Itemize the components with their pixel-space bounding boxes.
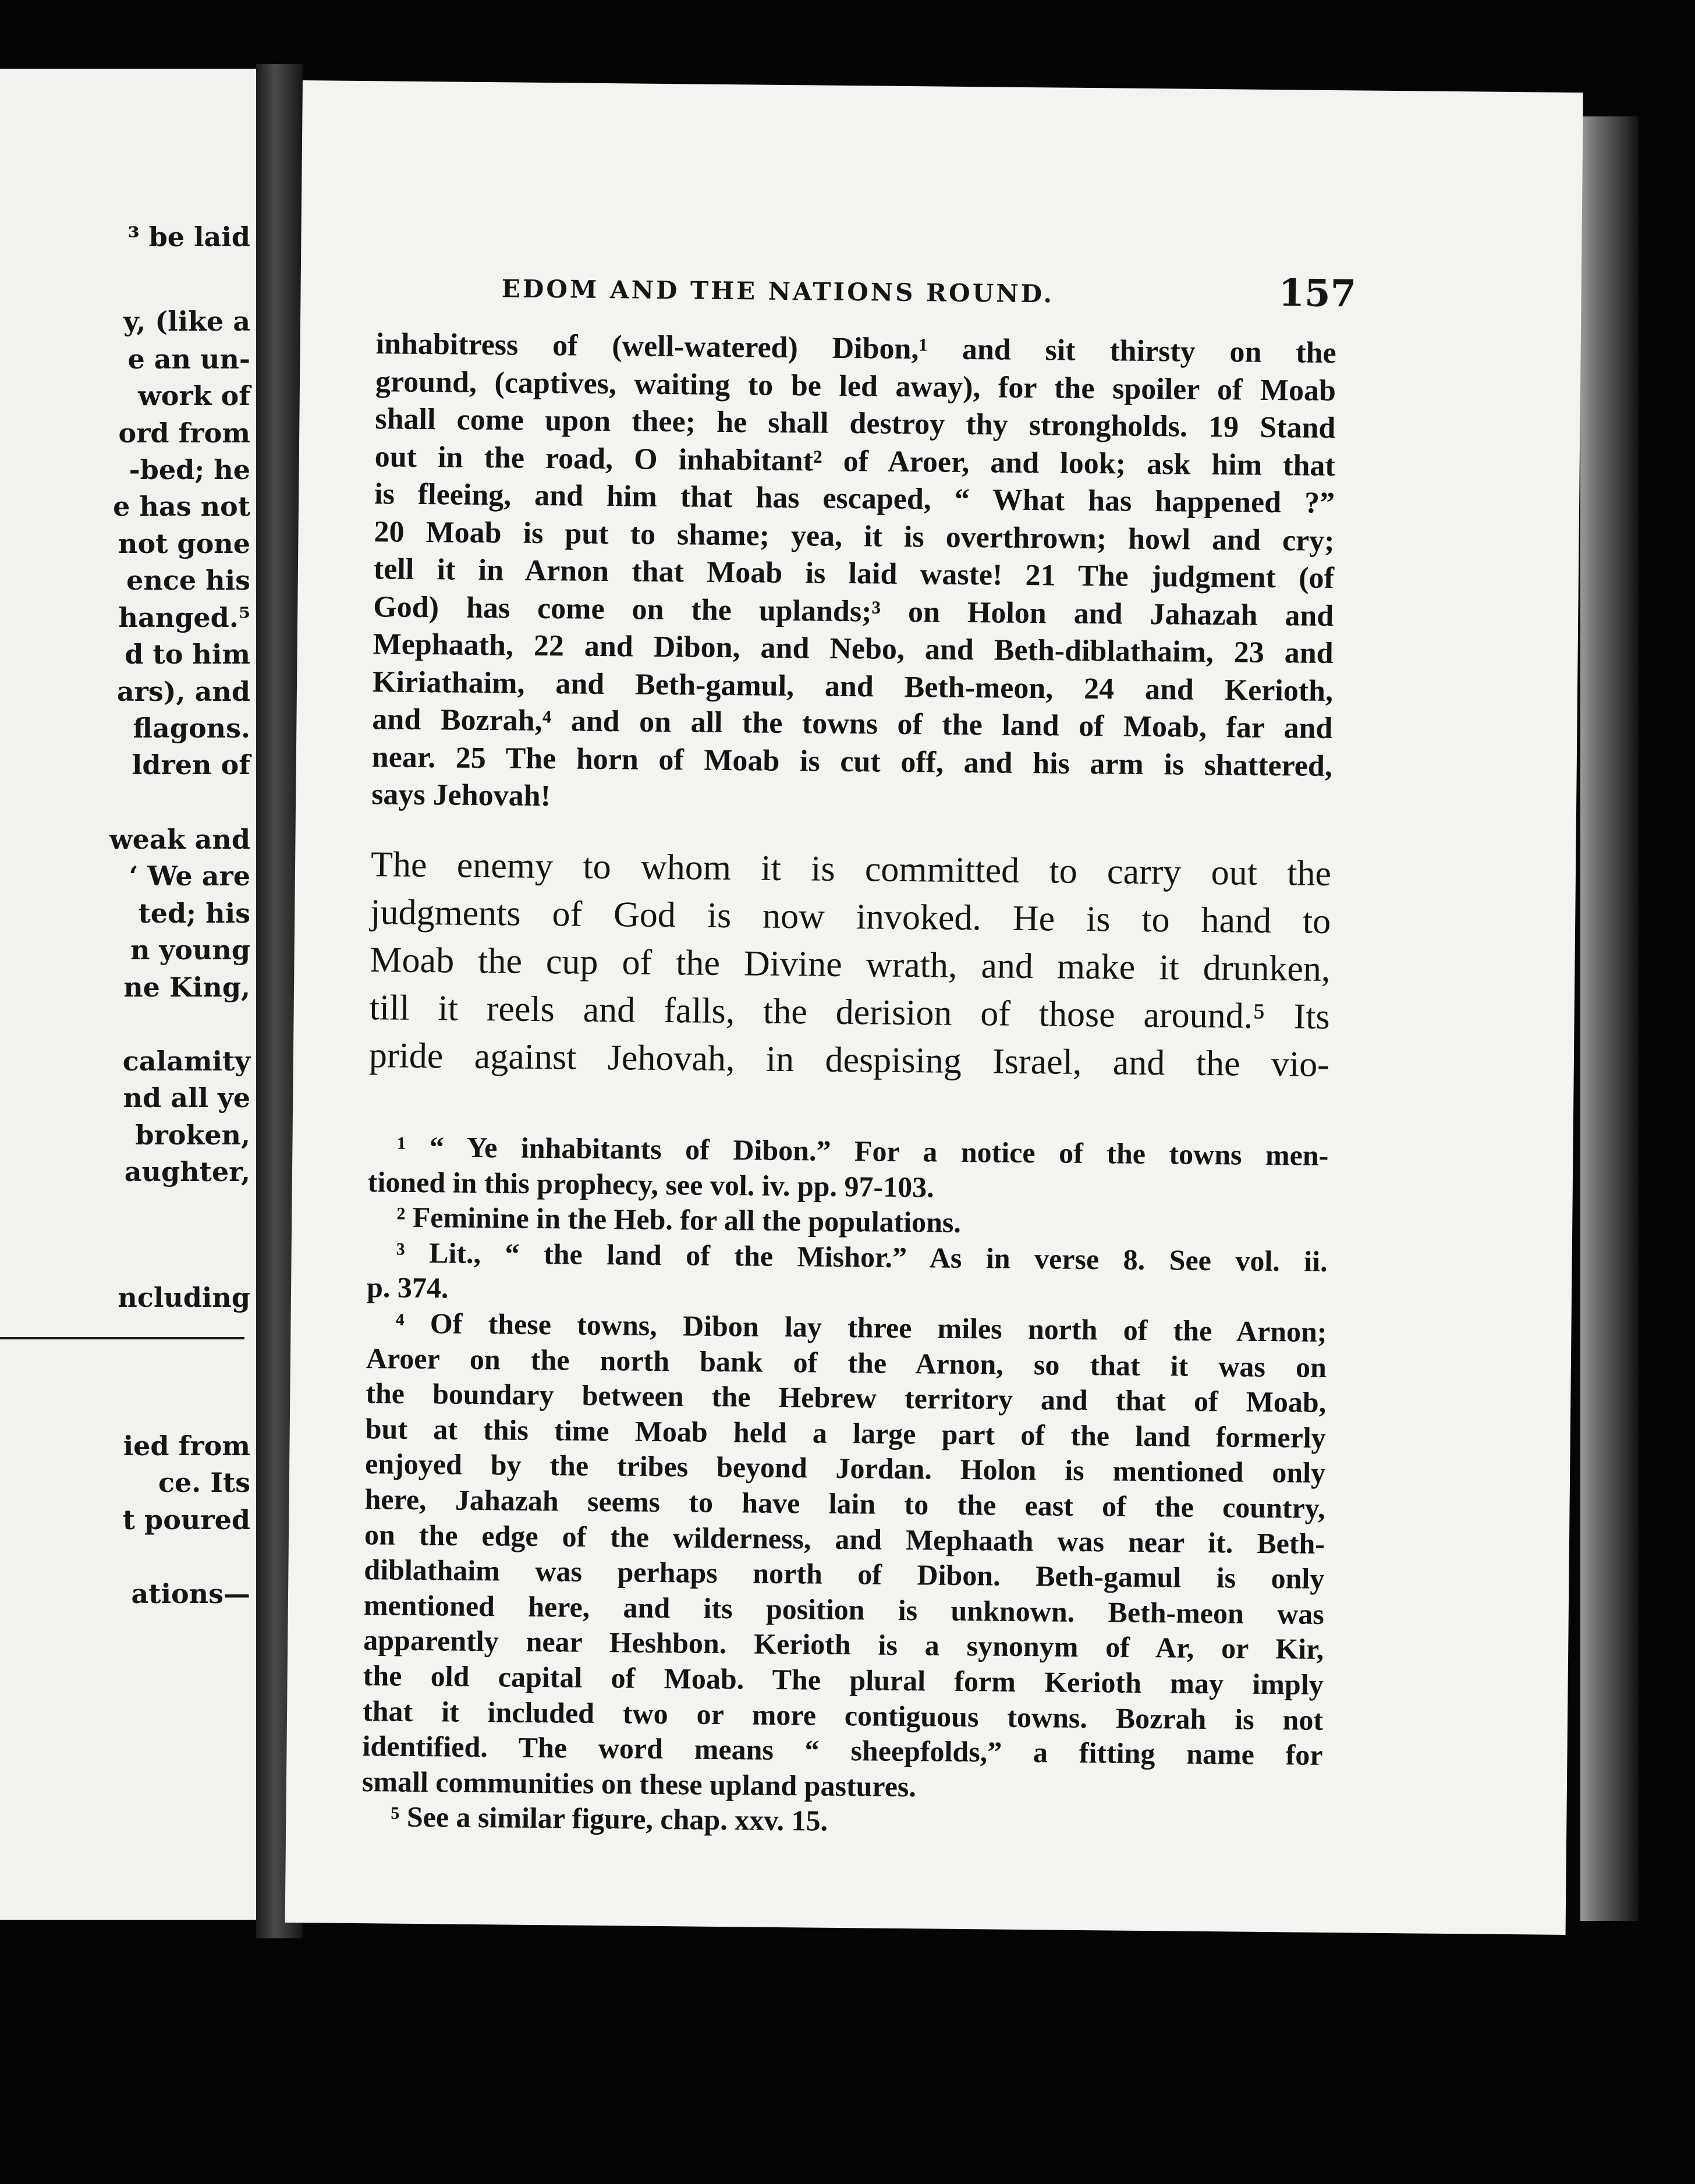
fn-line-line: p. 374. (366, 1271, 449, 1304)
left-page-line: ncluding (118, 1282, 250, 1313)
verse-line: shall come upon thee; he shall destroy thy strongholds. 19 Stand (375, 402, 1336, 445)
left-page-line: ted; his (138, 898, 250, 929)
left-page-line: ldren of (132, 749, 250, 781)
fn-line-line: identified. The word means “ sheepfolds,” a fitting name for (362, 1729, 1323, 1772)
fn-line-line: ⁴ Of these towns, Dibon lay three miles north of the Arnon; (395, 1306, 1327, 1348)
left-page-line: ars), and (116, 676, 250, 707)
footnotes (361, 1129, 1329, 1843)
fn-line-line: mentioned here, and its position is unknown. Beth-meon was (363, 1588, 1325, 1630)
fn-line-line: the old capital of Moab. The plural form Kerioth may imply (363, 1659, 1324, 1701)
fn-line-line: small communities on these upland pastures. (361, 1764, 917, 1803)
fn-line-line: that it included two or more contiguous towns. Bozrah is not (362, 1694, 1324, 1736)
left-page-footnote-rule (0, 1337, 244, 1339)
verse-line: and Bozrah,⁴ and on all the towns of the land of Moab, far and (372, 703, 1333, 746)
verse-line: is fleeing, and him that has escaped, “ What has happened ?” (374, 477, 1335, 520)
left-page-line: ence his (126, 565, 250, 596)
left-page-line: weak and (109, 824, 250, 855)
fn-line-line: ² Feminine in the Heb. for all the populations. (396, 1200, 962, 1239)
left-page-line: ‘ We are (129, 860, 250, 892)
page-stack-edge (1580, 116, 1639, 1921)
left-page-line: t poured (122, 1504, 250, 1536)
running-head: EDOM AND THE NATIONS ROUND. (501, 274, 1055, 309)
page-number: 157 (1278, 271, 1357, 316)
fn-line-line: but at this time Moab held a large part of the land formerly (365, 1412, 1326, 1454)
left-page-line: not gone (118, 528, 250, 559)
left-page-line: e has not (113, 491, 250, 522)
left-page-line: y, (like a (123, 306, 250, 337)
left-page-line: broken, (135, 1119, 250, 1151)
fn-line-line: here, Jahazah seems to have lain to the east of the country, (364, 1483, 1325, 1524)
body-line: Moab the cup of the Divine wrath, and make it drunken, (370, 940, 1331, 990)
fn-line-line: ⁵ See a similar figure, chap. xxv. 15. (391, 1800, 828, 1838)
left-page-line: n young (130, 934, 250, 966)
left-page-line: work of (138, 380, 250, 412)
left-page-line: ied from (123, 1430, 250, 1462)
left-page-line: ³ be laid (127, 221, 250, 253)
commentary-paragraph (369, 841, 1332, 1089)
verse-line: out in the road, O inhabitant² of Aroer, and look; ask him that (374, 439, 1335, 483)
fn-line-line: ³ Lit., “ the land of the Mishor.” As in verse 8. See vol. ii. (396, 1236, 1328, 1278)
fn-line-line: the boundary between the Hebrew territory and that of Moab, (366, 1377, 1327, 1419)
left-page-line: flagons. (133, 712, 250, 744)
verse-line: God) has come on the uplands;³ on Holon and Jahazah and (373, 590, 1334, 633)
verse-line: ground, (captives, waiting to be led away), for the spoiler of Moab (375, 364, 1336, 407)
right-page (285, 80, 1583, 1935)
left-page-line: ord from (118, 417, 250, 449)
verse-line: Mephaath, 22 and Dibon, and Nebo, and Beth-diblathaim, 23 and (373, 627, 1334, 671)
left-page-line: hanged.⁵ (118, 602, 250, 633)
left-page-line: calamity (122, 1045, 250, 1077)
left-page-line: ne King, (123, 972, 250, 1003)
left-page-line: -bed; he (129, 454, 250, 485)
fn-line-line: diblathaim was perhaps north of Dibon. Beth-gamul is only (364, 1553, 1325, 1596)
fn-line-line: enjoyed by the tribes beyond Jordan. Holon is mentioned only (364, 1447, 1326, 1490)
verse-line: 20 Moab is put to shame; yea, it is overthrown; howl and cry; (374, 515, 1335, 558)
verse-line: says Jehovah! (371, 778, 551, 813)
fn-line-line: tioned in this prophecy, see vol. iv. pp. 97-103. (367, 1165, 934, 1204)
body-line: till it reels and falls, the derision of those around.⁵ Its (369, 988, 1330, 1037)
left-page-line: ce. Its (158, 1467, 250, 1498)
left-page-line: ations— (131, 1578, 250, 1609)
fn-line-line: apparently near Heshbon. Kerioth is a synonym of Ar, or Kir, (363, 1623, 1324, 1666)
fn-line-line: on the edge of the wilderness, and Mephaath was near it. Beth- (364, 1518, 1325, 1560)
verse-text-block (371, 325, 1336, 822)
fn-line-line: Aroer on the north bank of the Arnon, so that it was on (366, 1341, 1327, 1384)
verse-line: Kiriathaim, and Beth-gamul, and Beth-meon, 24 and Kerioth, (372, 665, 1334, 708)
body-line: judgments of God is now invoked. He is to hand to (370, 892, 1331, 942)
left-page-line: e an un- (127, 343, 250, 375)
left-page-line: aughter, (124, 1156, 250, 1187)
fn-line-line: ¹ “ Ye inhabitants of Dibon.” For a notice of the towns men- (397, 1130, 1329, 1172)
left-page-line: d to him (125, 639, 250, 670)
verse-line: near. 25 The horn of Moab is cut off, and his arm is shattered, (371, 740, 1333, 783)
body-line: The enemy to whom it is committed to carry out the (370, 845, 1332, 894)
left-page-line: nd all ye (123, 1082, 250, 1114)
verse-line: tell it in Arnon that Moab is laid waste! 21 The judgment (of (373, 552, 1335, 595)
body-line: pride against Jehovah, in despising Israel, and the vio- (368, 1036, 1330, 1085)
left-facing-page (0, 69, 256, 1920)
verse-line: inhabitress of (well-watered) Dibon,¹ and sit thirsty on the (375, 327, 1336, 370)
